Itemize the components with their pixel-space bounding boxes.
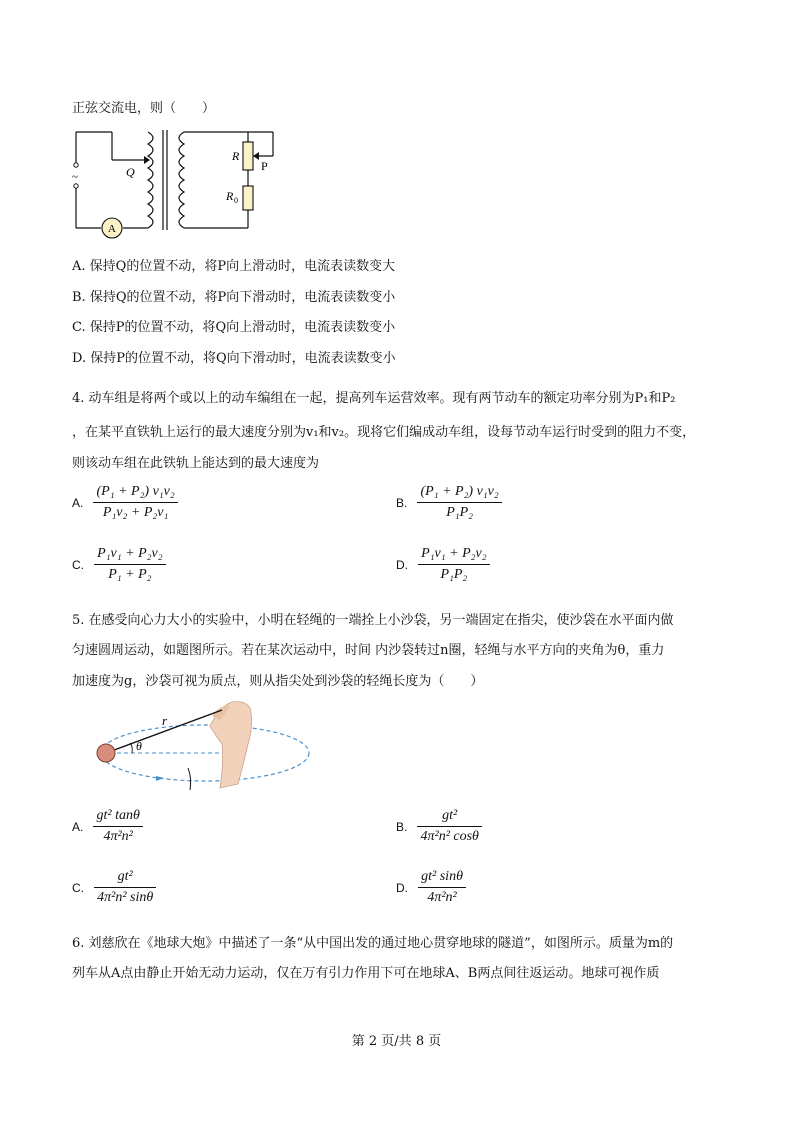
option-label: C. — [72, 557, 84, 572]
q5-option-c — [72, 869, 156, 906]
q3-option-b — [72, 286, 395, 305]
ammeter-label: A — [108, 223, 116, 235]
transformer-circuit-diagram — [68, 120, 288, 245]
numerator: gt² sinθ — [418, 869, 466, 888]
q4-option-a — [72, 484, 178, 521]
P-label: P — [261, 159, 268, 173]
q3-option-a — [72, 255, 395, 274]
slider-arrow-icon — [253, 152, 259, 160]
option-label: C. — [72, 320, 86, 335]
q4-option-b — [396, 484, 502, 521]
resistor-R — [243, 142, 253, 170]
option-text: 保持P的位置不动，将Q向下滑动时，电流表读数变小 — [90, 351, 396, 366]
q5-stem-line2: 匀速圆周运动，如题图所示。若在某次运动中，时间 内沙袋转过n圈，轻绳与水平方向的夹角为θ，重力 — [72, 643, 665, 658]
denominator: 4π²n² — [427, 890, 457, 905]
denominator: P₁ + P₂ — [108, 567, 152, 582]
denominator: P₁P₂ — [446, 505, 474, 520]
q3-option-d — [72, 347, 396, 366]
numerator: (P₁ + P₂) v₁v₂ — [417, 484, 501, 503]
q6-stem-line1: 6. 刘慈欣在《地球大炮》中描述了一条“从中国出发的通过地心贯穿地球的隧道”，如图所示。质量为m的 — [72, 936, 674, 951]
option-formula — [93, 484, 177, 521]
denominator: 4π²n² cosθ — [420, 829, 479, 844]
option-label: A. — [72, 819, 84, 834]
option-formula — [417, 484, 501, 521]
theta-label: θ — [136, 739, 142, 753]
option-label: B. — [396, 819, 408, 834]
option-label: B. — [396, 495, 408, 510]
option-label: D. — [72, 351, 87, 366]
option-formula — [93, 808, 142, 845]
numerator: (P₁ + P₂) v₁v₂ — [93, 484, 177, 503]
option-label: D. — [396, 880, 408, 895]
q4-option-c — [72, 546, 166, 583]
q6-stem-line2: 列车从A点由静止开始无动力运动，仅在万有引力作用下可在地球A、B两点间往返运动。地球可视作质 — [72, 966, 660, 981]
option-formula — [94, 546, 165, 583]
numerator: gt² tanθ — [93, 808, 142, 827]
Q-label: Q — [126, 165, 135, 179]
q5-stem-line3: 加速度为g，沙袋可视为质点，则从指尖处到沙袋的轻绳长度为（ ） — [72, 674, 484, 689]
q3-intro: 正弦交流电，则（ ） — [72, 101, 216, 116]
q5-option-a — [72, 808, 143, 845]
R0-label: R — [226, 189, 234, 203]
numerator: gt² — [417, 808, 481, 827]
option-label: B. — [72, 290, 86, 305]
denominator: 4π²n² — [103, 829, 133, 844]
option-text: 保持P的位置不动，将Q向上滑动时，电流表读数变小 — [89, 320, 396, 335]
option-formula — [94, 869, 156, 906]
terminal-icon — [74, 163, 78, 167]
q4-option-d — [396, 546, 490, 583]
numerator: P₁v₁ + P₂v₂ — [94, 546, 165, 565]
conical-pendulum-figure — [70, 698, 315, 793]
option-formula — [418, 546, 489, 583]
ac-source-label: ~ — [72, 171, 78, 183]
q5-option-b — [396, 808, 482, 845]
option-label: A. — [72, 259, 86, 274]
option-formula — [418, 869, 466, 906]
option-label: D. — [396, 557, 408, 572]
q3-option-c — [72, 316, 395, 335]
denominator: 4π²n² sinθ — [97, 890, 154, 905]
option-label: A. — [72, 495, 84, 510]
q4-stem-line1: 4. 动车组是将两个或以上的动车编组在一起，提高列车运营效率。现有两节动车的额定功率分别为P₁和P₂ — [72, 391, 676, 406]
option-formula — [417, 808, 481, 845]
R-label: R — [232, 149, 240, 163]
resistor-R0 — [243, 186, 253, 210]
numerator: P₁v₁ + P₂v₂ — [418, 546, 489, 565]
denominator: P₁P₂ — [440, 567, 468, 582]
q4-stem-line3: 则该动车组在此铁轨上能达到的最大速度为 — [72, 456, 320, 471]
terminal-icon — [74, 184, 78, 188]
denominator: P₁v₂ + P₂v₁ — [102, 505, 169, 520]
r-label: r — [162, 713, 168, 728]
option-text: 保持Q的位置不动，将P向上滑动时，电流表读数变大 — [89, 259, 396, 274]
R0-subscript: 0 — [234, 196, 238, 205]
numerator: gt² — [94, 869, 156, 888]
q5-stem-line1: 5. 在感受向心力大小的实验中，小明在轻绳的一端拴上小沙袋，另一端固定在指尖，使沙袋在水平面内做 — [72, 613, 674, 628]
page-footer: 第 2 页/共 8 页 — [351, 1034, 442, 1049]
sandbag-ball — [97, 744, 115, 762]
q5-option-d — [396, 869, 466, 906]
q4-stem-line2: ，在某平直铁轨上运行的最大速度分别为v₁和v₂。现将它们编成动车组，设每节动车运行时受到的阻力不变， — [72, 425, 696, 440]
option-text: 保持Q的位置不动，将P向下滑动时，电流表读数变小 — [89, 290, 396, 305]
option-label: C. — [72, 880, 84, 895]
